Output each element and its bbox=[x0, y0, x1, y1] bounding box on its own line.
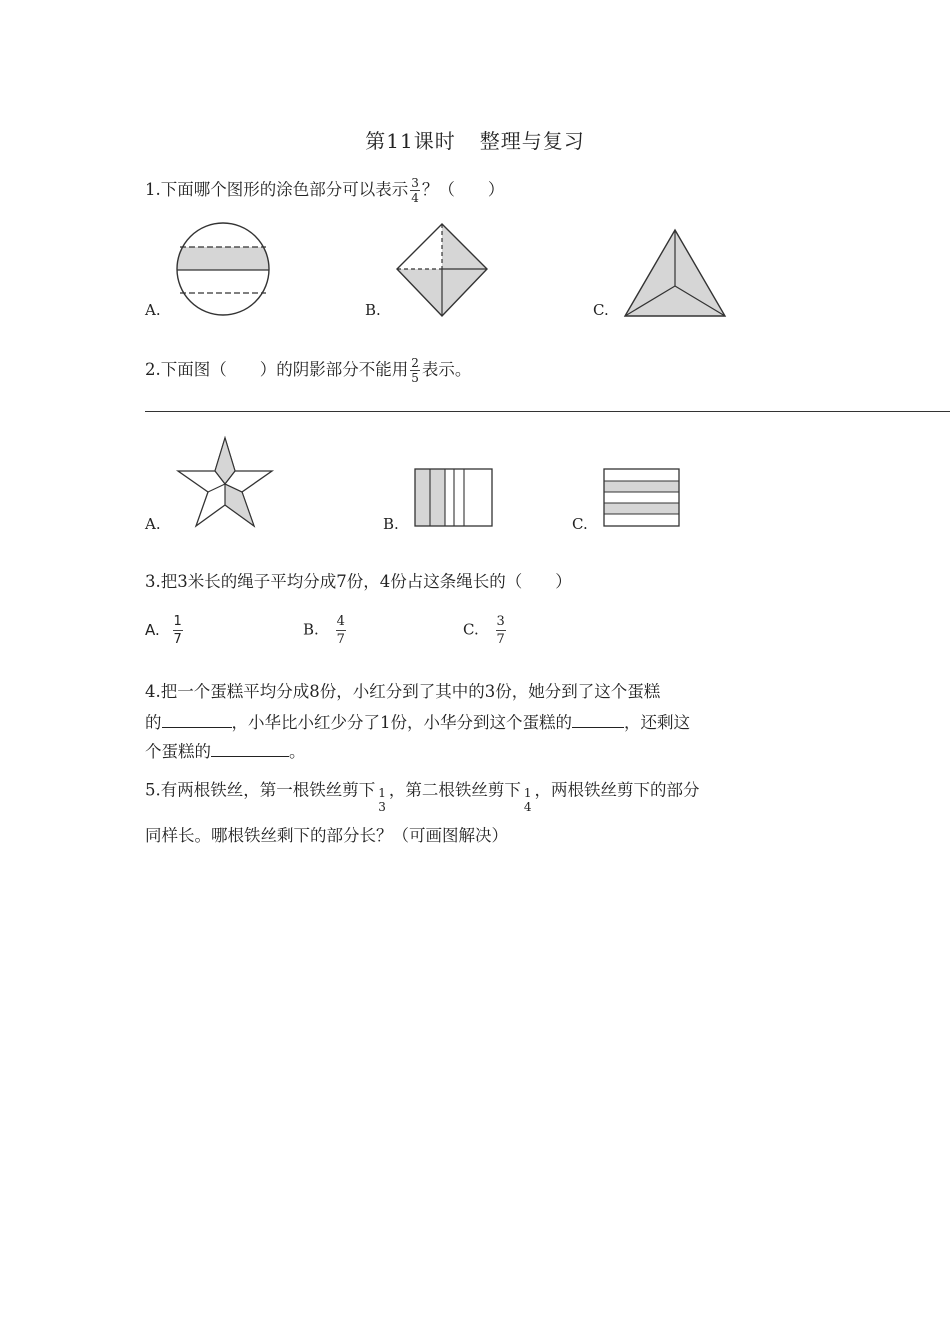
question-2-text: 2.下面图（ ）的阴影部分不能用 bbox=[145, 360, 409, 379]
q1-triangle-figure[interactable] bbox=[623, 228, 727, 320]
fraction-4-7: $\frac{4}{7}$ bbox=[336, 614, 345, 647]
q2-bar-figure[interactable] bbox=[414, 468, 494, 528]
q3-option-a[interactable] bbox=[145, 613, 185, 648]
horizontal-rule bbox=[145, 411, 950, 412]
page-title bbox=[0, 125, 950, 154]
q3-option-b-label: B. bbox=[303, 620, 319, 639]
answer-blank-3[interactable] bbox=[211, 740, 289, 757]
title-lesson: 第11课时 bbox=[365, 129, 456, 153]
q1-option-b-label[interactable]: B. bbox=[365, 301, 381, 319]
q3-option-b[interactable] bbox=[303, 613, 348, 648]
title-topic: 整理与复习 bbox=[479, 129, 585, 153]
question-1-text: 1.下面哪个图形的涂色部分可以表示 bbox=[145, 180, 409, 199]
question-5-line-1: 5.有两根铁丝，第一根铁丝剪下 1 3 ，第二根铁丝剪下 1 4 ，两根铁丝剪下的部分 bbox=[145, 780, 700, 814]
fraction-3-4: $\frac{3}{4}$ bbox=[411, 176, 419, 205]
q1-diamond-figure[interactable] bbox=[395, 222, 489, 318]
fraction-1-7: $\frac{1}{7}$ bbox=[173, 614, 182, 647]
q2-option-c-label[interactable]: C. bbox=[572, 515, 588, 533]
q1-circle-figure[interactable] bbox=[175, 221, 275, 321]
q3-option-c-label: C. bbox=[463, 620, 479, 639]
answer-blank-1[interactable] bbox=[162, 711, 232, 728]
fraction-1-3: 1 3 bbox=[378, 786, 386, 814]
q2-option-a-label[interactable]: A. bbox=[145, 515, 161, 533]
question-3: 3.把3米长的绳子平均分成7份，4份占这条绳长的（ ） bbox=[145, 572, 572, 591]
fraction-3-7: $\frac{3}{7}$ bbox=[496, 614, 505, 647]
question-2 bbox=[145, 356, 471, 385]
q2-option-b-label[interactable]: B. bbox=[383, 515, 399, 533]
answer-blank-2[interactable] bbox=[572, 711, 624, 728]
question-4-line-1: 4.把一个蛋糕平均分成8份，小红分到了其中的3份，她分到了这个蛋糕 bbox=[145, 682, 661, 701]
question-4-line-3: 个蛋糕的 。 bbox=[145, 742, 306, 761]
q3-option-a-label: A. bbox=[145, 621, 160, 639]
question-5-line-2: 同样长。哪根铁丝剩下的部分长？（可画图解决） bbox=[145, 826, 508, 845]
answer-paren[interactable]: ？（ ） bbox=[421, 180, 505, 199]
fraction-2-5: $\frac{2}{5}$ bbox=[411, 356, 419, 385]
q1-option-a-label[interactable]: A. bbox=[145, 301, 161, 319]
question-1 bbox=[145, 176, 504, 205]
fraction-1-4: 1 4 bbox=[523, 786, 532, 814]
question-2-tail: 表示。 bbox=[421, 360, 472, 379]
question-4-line-2: 的 ，小华比小红少分了1份，小华分到这个蛋糕的 ，还剩这 bbox=[145, 713, 690, 732]
q2-stripes-figure[interactable] bbox=[603, 468, 681, 528]
q3-option-c[interactable] bbox=[463, 613, 508, 648]
q2-star-figure[interactable] bbox=[176, 436, 274, 528]
q1-option-c-label[interactable]: C. bbox=[593, 301, 609, 319]
